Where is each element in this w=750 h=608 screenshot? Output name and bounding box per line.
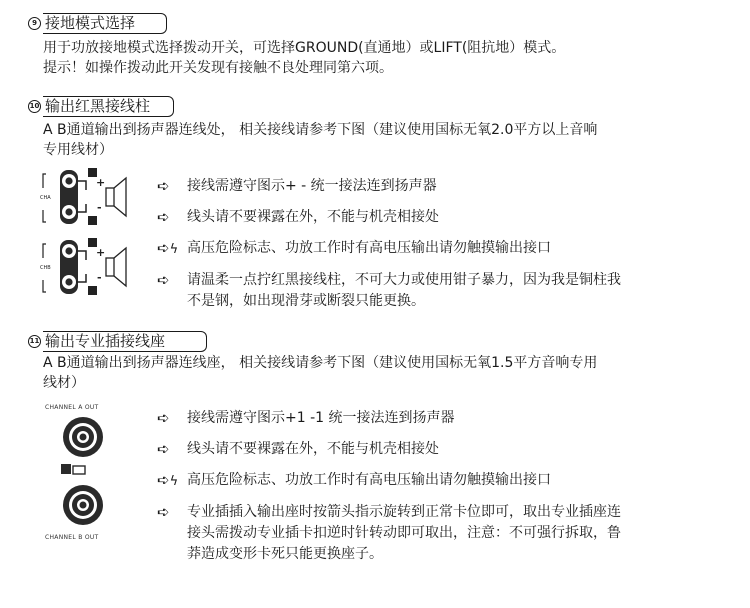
speakon-figure <box>55 414 115 536</box>
section-title: 接地模式选择 <box>43 13 167 34</box>
binding-post-figure-b <box>40 236 130 302</box>
body-line: 用于功放接地模式选择拨动开关，可选择GROUND(直通地）或LIFT(阻抗地）模式。 <box>43 40 566 56</box>
svg-text:-: - <box>97 201 102 214</box>
bullet-item <box>157 238 707 260</box>
bullet-item <box>157 470 707 492</box>
bullet-line: 专业插插入输出座时按箭头指示旋转到正常卡位即可，取出专业插座连 <box>187 504 621 520</box>
speakon-connector-icon <box>55 414 115 532</box>
section-header <box>28 96 174 117</box>
bullet-line: 接头需拨动专业插卡扣逆时针转动即可取出，注意：不可强行拆取，鲁 <box>187 525 621 541</box>
circled-number-icon: 11 <box>28 335 41 348</box>
binding-post-icon <box>40 166 130 228</box>
bullet-line: 莽造成变形卡死只能更换座子。 <box>187 546 383 562</box>
bullet-text: 接线需遵守图示+ - 统一接法连到扬声器 <box>187 178 437 194</box>
bullet-text <box>187 270 707 312</box>
high-voltage-icon: ϟ <box>169 474 179 489</box>
right-arrow-icon: ➪ <box>157 271 170 289</box>
bullet-item <box>157 502 707 565</box>
bullet-item <box>157 207 707 228</box>
body-line: 提示！如操作拨动此开关发现有接触不良处理同第六项。 <box>43 60 393 76</box>
section-header <box>28 13 167 34</box>
right-arrow-icon: ➪ <box>157 177 170 195</box>
bullet-item <box>157 176 707 197</box>
bullet-item <box>157 439 707 460</box>
bullet-text: 高压危险标志、功放工作时有高电压输出请勿触摸输出接口 <box>187 240 551 256</box>
bullet-text <box>187 502 707 565</box>
section-header <box>28 331 207 352</box>
right-arrow-icon: ➪ <box>157 503 170 521</box>
bullet-item <box>157 408 707 429</box>
circled-number-icon: 9 <box>28 17 41 30</box>
right-arrow-icon: ➪ϟ <box>157 239 179 257</box>
bullet-text: 线头请不要裸露在外，不能与机壳相接处 <box>187 209 439 225</box>
right-arrow-icon: ➪ϟ <box>157 471 179 489</box>
body-line: 专用线材） <box>43 142 113 158</box>
bullet-text: 高压危险标志、功放工作时有高电压输出请勿触摸输出接口 <box>187 472 551 488</box>
body-line: A B通道输出到扬声器连线座， 相关接线请参考下图（建议使用国标无氧1.5平方音响专用 <box>43 355 598 371</box>
bullet-item <box>157 270 707 312</box>
right-arrow-icon: ➪ <box>157 208 170 226</box>
figure-caption: CHANNEL B OUT <box>45 534 99 541</box>
svg-text:-: - <box>97 271 102 284</box>
channel-label: CHB <box>40 265 51 271</box>
section-title: 输出红黑接线柱 <box>43 96 174 117</box>
right-arrow-icon: ➪ <box>157 409 170 427</box>
body-line: A B通道输出到扬声器连线处， 相关接线请参考下图（建议使用国标无氧2.0平方以上音响 <box>43 122 598 138</box>
figure-caption: CHANNEL A OUT <box>45 404 99 411</box>
right-arrow-icon: ➪ <box>157 440 170 458</box>
bullet-text: 接线需遵守图示+1 -1 统一接法连到扬声器 <box>187 410 455 426</box>
bullet-text: 线头请不要裸露在外，不能与机壳相接处 <box>187 441 439 457</box>
channel-label: CHA <box>40 195 51 201</box>
section-title: 输出专业插接线座 <box>43 331 207 352</box>
bullet-line: 不是钢，如出现滑芽或断裂只能更换。 <box>187 293 425 309</box>
svg-text:+: + <box>96 246 106 259</box>
binding-post-figure-a <box>40 166 130 232</box>
body-line: 线材） <box>43 375 85 391</box>
bullet-line: 请温柔一点拧红黑接线柱，不可大力或使用钳子暴力，因为我是铜柱我 <box>187 272 621 288</box>
svg-text:+: + <box>96 176 106 189</box>
circled-number-icon: 10 <box>28 100 41 113</box>
high-voltage-icon: ϟ <box>169 242 179 257</box>
binding-post-icon <box>40 236 130 298</box>
